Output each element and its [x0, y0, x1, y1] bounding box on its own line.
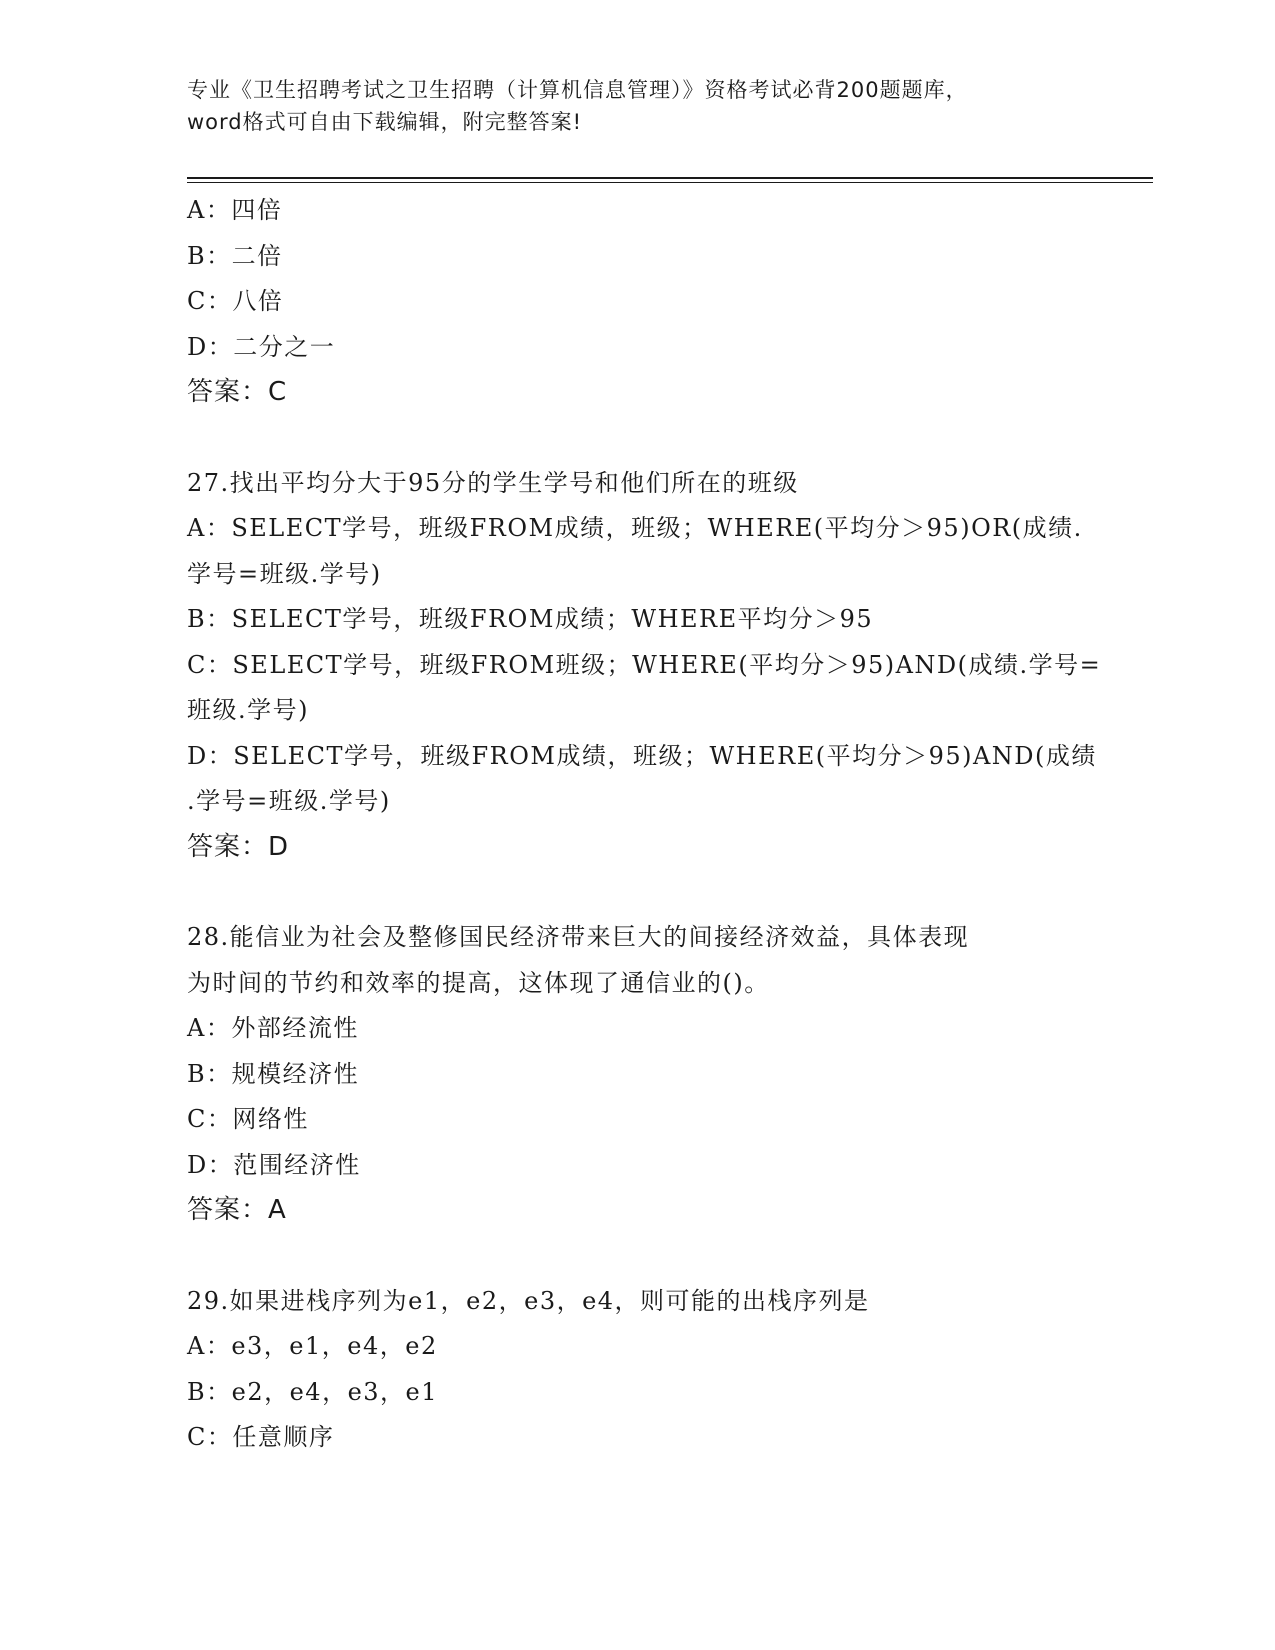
header-divider-thick	[187, 177, 1153, 179]
option-c-line-2: 班级.学号)	[187, 696, 309, 724]
option-b: B：规模经济性	[187, 1059, 360, 1088]
question-27	[187, 461, 1102, 871]
question-stem-line-1: 28.能信业为社会及整修国民经济带来巨大的间接经济效益，具体表现	[187, 923, 970, 951]
document-header	[187, 74, 1087, 138]
header-divider-thin	[187, 182, 1153, 183]
option-a-line-2: 学号=班级.学号)	[187, 559, 382, 588]
spacer	[187, 416, 1097, 461]
question-26	[187, 188, 1097, 416]
option-c: C：网络性	[187, 1105, 309, 1133]
option-a: A：e3，e1，e4，e2	[187, 1332, 438, 1360]
option-a: A：外部经流性	[187, 1014, 359, 1042]
spacer	[187, 1234, 1097, 1279]
question-stem: 27.找出平均分大于95分的学生学号和他们所在的班级	[187, 468, 799, 497]
question-stem: 29.如果进栈序列为e1，e2，e3，e4，则可能的出栈序列是	[187, 1286, 870, 1315]
spacer	[187, 870, 1097, 915]
option-a: A：四倍	[187, 196, 283, 224]
question-29	[187, 1279, 1097, 1461]
option-d: D：范围经济性	[187, 1150, 361, 1179]
question-stem-line-2: 为时间的节约和效率的提高，这体现了通信业的()。	[187, 968, 770, 997]
option-d-line-2: .学号=班级.学号)	[187, 787, 391, 815]
question-list	[187, 188, 1102, 1461]
question-28	[187, 915, 1097, 1234]
header-title-line-2: word格式可自由下载编辑，附完整答案!	[187, 110, 583, 134]
option-d: D：二分之一	[187, 332, 336, 361]
option-c: C：八倍	[187, 287, 284, 315]
answer-key: 答案：D	[187, 831, 290, 862]
option-c: C：任意顺序	[187, 1423, 335, 1451]
option-a-line-1: A：SELECT学号，班级FROM成绩，班级；WHERE(平均分＞95)OR(成绩.	[187, 514, 1083, 542]
option-b: B：e2，e4，e3，e1	[187, 1377, 439, 1406]
header-title-line-1: 专业《卫生招聘考试之卫生招聘（计算机信息管理）》资格考试必背200题题库，	[187, 78, 968, 102]
option-d-line-1: D：SELECT学号，班级FROM成绩，班级；WHERE(平均分＞95)AND(成绩	[187, 741, 1097, 770]
option-c-line-1: C：SELECT学号，班级FROM班级；WHERE(平均分＞95)AND(成绩.学号=	[187, 650, 1102, 679]
option-b: B：SELECT学号，班级FROM成绩；WHERE平均分＞95	[187, 605, 874, 633]
option-b: B：二倍	[187, 241, 283, 270]
answer-key: 答案：A	[187, 1195, 287, 1225]
answer-key: 答案：C	[187, 377, 288, 407]
